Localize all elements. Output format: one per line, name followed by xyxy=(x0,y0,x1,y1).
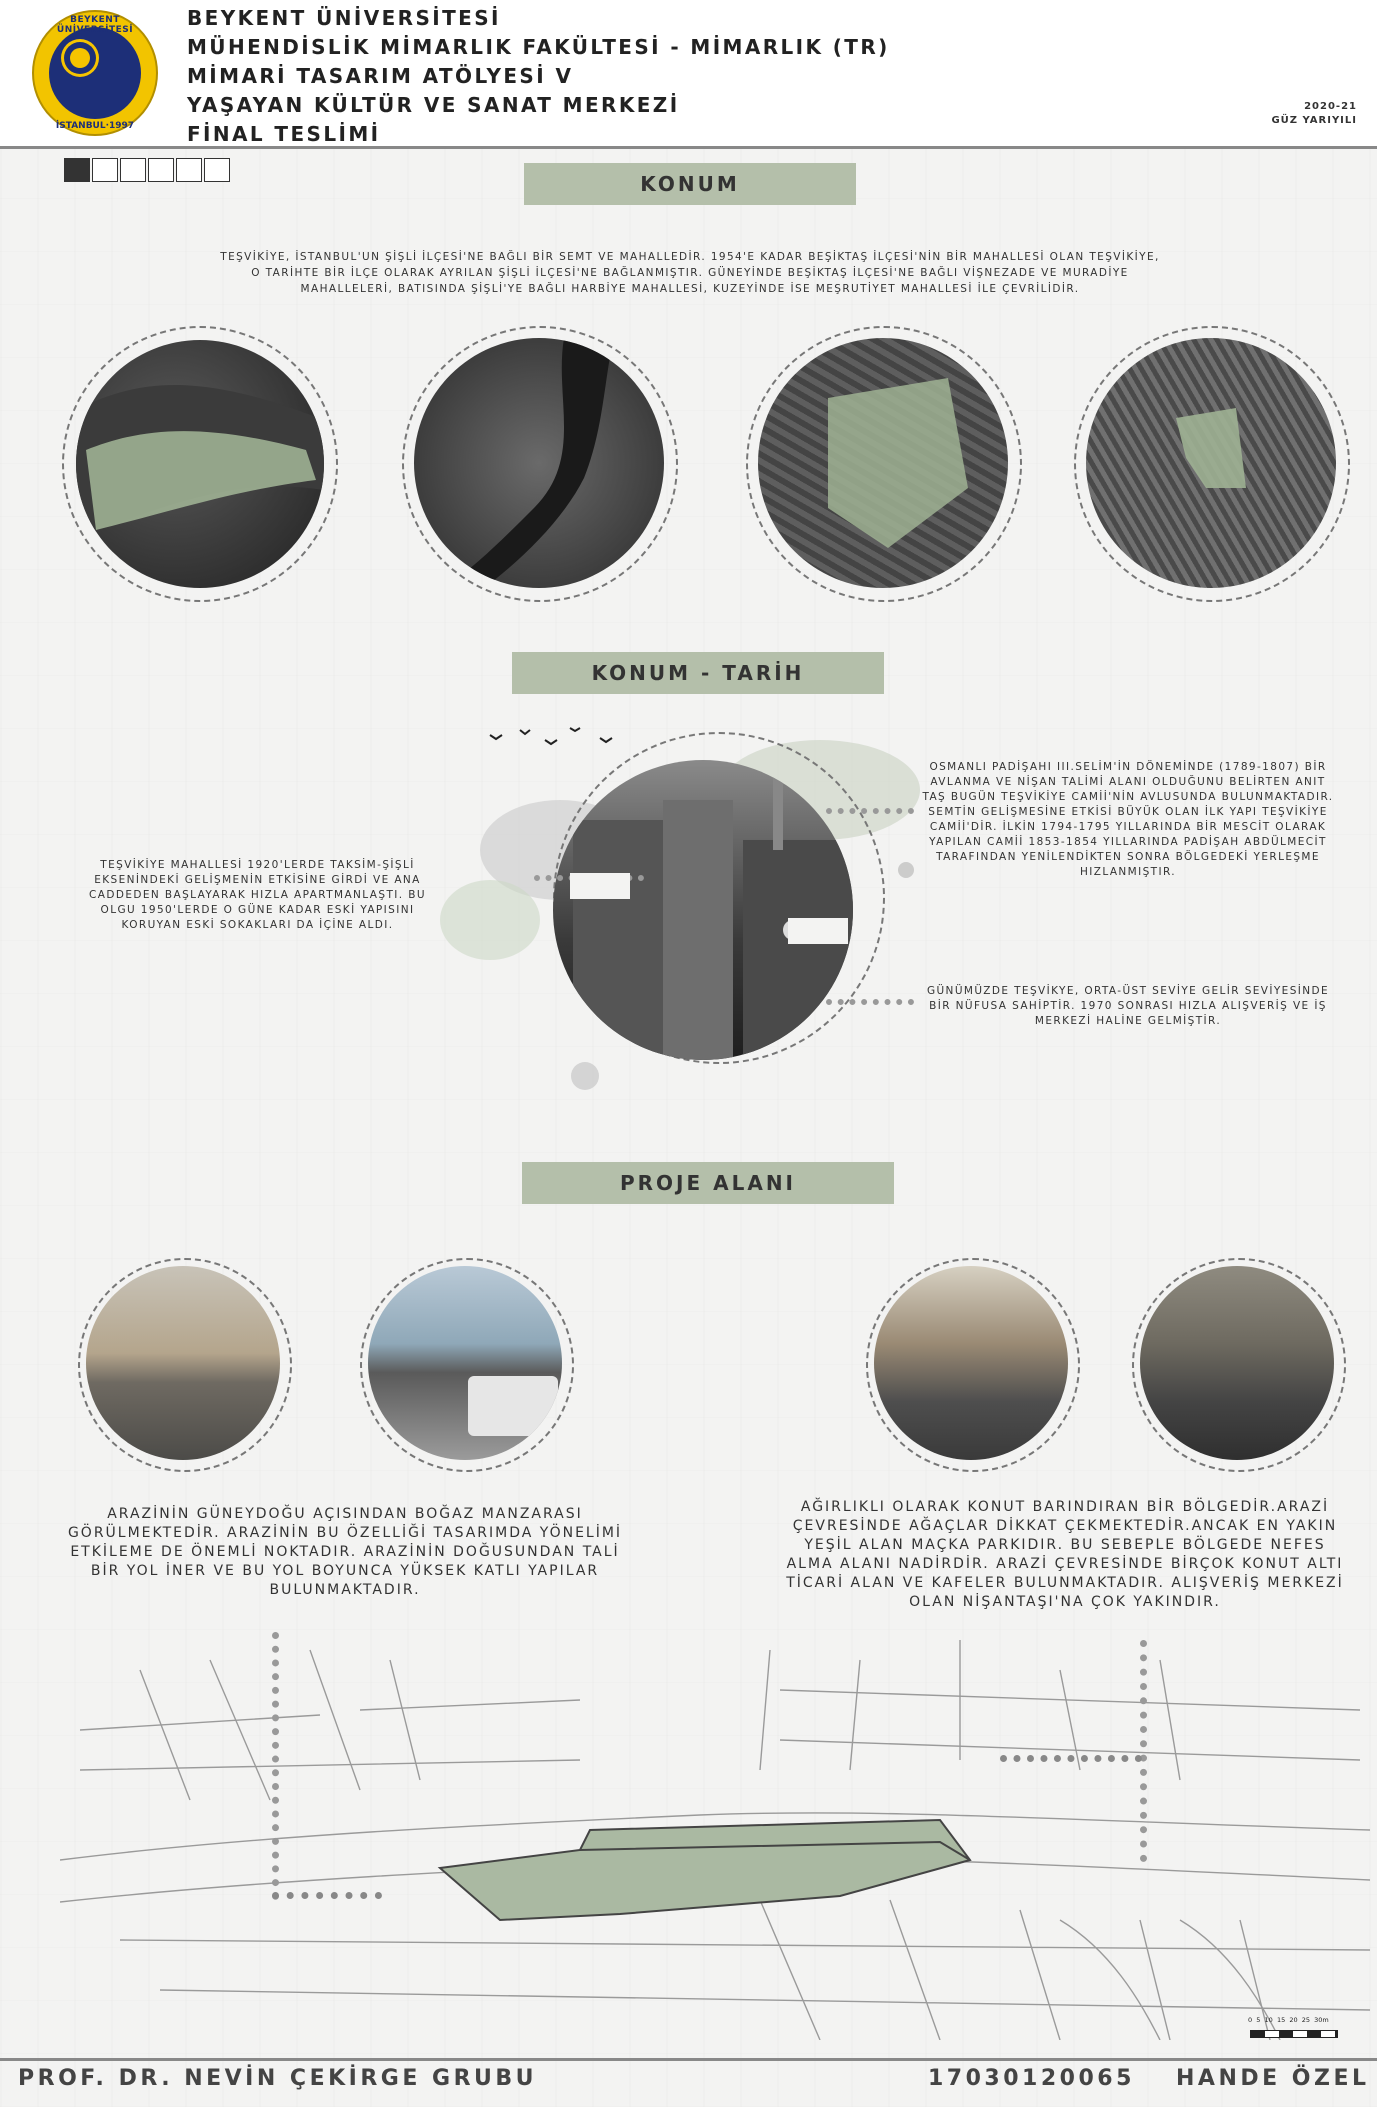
history-left-text: TEŞVİKİYE MAHALLESİ 1920'LERDE TAKSİM-ŞİŞLİ EKSENİNDEKİ GELİŞMENİN ETKİSİNE GİRDİ VE ANA CADDEDEN BAŞLAYARAK HIZLA APARTMANLAŞTI. BU OLGU 1950'LERDE O GÜNE KADAR ESKİ YAPISINI KORUYAN ESKİ SOKAKLARI DA İÇİNE ALDI. xyxy=(89,859,426,931)
term-info xyxy=(1271,100,1357,128)
header-line-course: MİMARİ TASARIM ATÖLYESİ V xyxy=(187,64,574,88)
konum-description: TEŞVİKİYE, İSTANBUL'UN ŞİŞLİ İLÇESİ'NE BAĞLI BİR SEMT VE MAHALLEDİR. 1954'E KADAR BEŞİKTAŞ İLÇESİ'NİN BİR MAHALLESİ OLAN TEŞVİKİYE, O TARİHTE BİR İLÇE OLARAK AYRILAN ŞİŞLİ İLÇESİ'NE BAĞLANMIŞTIR. GÜNEYİNDE BEŞİKTAŞ İLÇESİ'NE BAĞLI VİŞNEZADE VE MURADİYE MAHALLELERİ, BATISINDA ŞİŞLİ'YE BAĞLI HARBİYE MAHALLESİ, KUZEYİNDE İSE MEŞRUTİYET MAHALLESİ İLE ÇEVRİLİDİR. xyxy=(220,251,1160,295)
birds-decoration xyxy=(490,728,612,744)
site-right-text: AĞIRLIKLI OLARAK KONUT BARINDIRAN BİR BÖLGEDİR.ARAZİ ÇEVRESİNDE AĞAÇLAR DİKKAT ÇEKMEKTEDİR.ANCAK EN YAKIN YEŞİL ALAN MAÇKA PARKIDIR. BU SEBEPLE BÖLGEDE NEFES ALMA ALANI NADİRDİR. ARAZİ ÇEVRESİNDE BİRÇOK KONUT ALTI TİCARİ ALAN VE KAFELER BULUNMAKTADIR. ALIŞVERİŞ MERKEZİ OLAN NİŞANTAŞI'NA ÇOK YAKINDIR. xyxy=(786,1499,1344,1610)
site-photo-tree-lined-street xyxy=(1140,1266,1334,1460)
minaret xyxy=(773,770,783,850)
map-istanbul-city xyxy=(414,338,664,588)
header-line-faculty: MÜHENDİSLİK MİMARLIK FAKÜLTESİ - MİMARLIK (TR) xyxy=(187,35,890,59)
header-line-project: YAŞAYAN KÜLTÜR VE SANAT MERKEZİ xyxy=(187,93,680,117)
site-highlight xyxy=(1176,408,1246,488)
header-line-submission: FİNAL TESLİMİ xyxy=(187,122,381,146)
project-site-area xyxy=(440,1820,970,1920)
site-photo-residential-street xyxy=(874,1266,1068,1460)
map-tesvikiye xyxy=(1086,338,1336,588)
section-title-proje-alani: PROJE ALANI xyxy=(522,1162,894,1204)
header-divider xyxy=(0,146,1377,149)
year-label: 2020-21 xyxy=(1304,101,1357,112)
scale-bar xyxy=(1250,2030,1338,2038)
district-highlight xyxy=(86,431,316,530)
header-line-university: BEYKENT ÜNİVERSİTESİ xyxy=(187,6,501,30)
site-left-text: ARAZİNİN GÜNEYDOĞU AÇISINDAN BOĞAZ MANZARASI GÖRÜLMEKTEDİR. ARAZİNİN BU ÖZELLİĞİ TASARIMDA YÖNELİMİ ETKİLEME DE ÖNEMLİ NOKTADIR. ARAZİNİN DOĞUSUNDAN TALİ BİR YOL İNER VE BU YOL BOYUNCA YÜKSEK KATLI YAPILAR BULUNMAKTADIR. xyxy=(67,1506,623,1598)
site-photo-street-van xyxy=(368,1266,562,1460)
history-today-text: GÜNÜMÜZDE TEŞVİKYE, ORTA-ÜST SEVİYE GELİR SEVİYESİNDE BİR NÜFUSA SAHİPTİR. 1970 SONRASI HIZLA ALIŞVERİŞ VE İŞ MERKEZİ HALİNE GELMİŞTİR. xyxy=(926,985,1330,1027)
sheet-indicator xyxy=(64,158,232,182)
section-title-konum-tarih: KONUM - TARİH xyxy=(512,652,884,694)
studio-group: PROF. DR. NEVİN ÇEKİRGE GRUBU xyxy=(18,2066,538,2091)
site-photo-southeast-view xyxy=(86,1266,280,1460)
history-right-text: OSMANLI PADİŞAHI III.SELİM'İN DÖNEMİNDE (1789-1807) BİR AVLANMA VE NİŞAN TALİMİ ALANI OLDUĞUNU BELİRTEN ANIT TAŞ BUGÜN TEŞVİKİYE CAMİİ'NİN AVLUSUNDA BULUNMAKTADIR. SEMTİN GELİŞMESİNE ETKİSİ BÜYÜK OLAN İLK YAPI TEŞVİKİYE CAMİİ'DİR. İLKİN 1794-1795 YILLARINDA BİR MESCİT OLARAK YAPILAN CAMİİ 1853-1854 YILLARINDA PADİŞAH ABDÜLMECİT TARAFINDAN YENİLENDİKTEN SONRA BÖLGEDEKİ YERLEŞME HIZLANMIŞTIR. xyxy=(922,761,1334,878)
scale-bar-labels: 0 5 10 15 20 25 30m xyxy=(1248,2016,1329,2024)
map-sisli-district xyxy=(758,338,1008,588)
neighborhood-highlight xyxy=(828,378,968,548)
student-number: 17030120065 xyxy=(928,2066,1135,2091)
sun-icon xyxy=(70,48,90,68)
historical-photo xyxy=(553,760,853,1060)
university-logo: BEYKENT ÜNİVERSİTESİ İSTANBUL·1997 xyxy=(32,10,158,136)
map-istanbul-region xyxy=(76,340,324,588)
section-title-konum: KONUM xyxy=(524,163,856,205)
semester-label: GÜZ YARIYILI xyxy=(1271,115,1357,126)
footer-divider xyxy=(0,2058,1377,2061)
student-name: HANDE ÖZEL xyxy=(1176,2066,1370,2091)
site-plan-axonometric xyxy=(60,1620,1370,2040)
header xyxy=(0,0,1377,148)
